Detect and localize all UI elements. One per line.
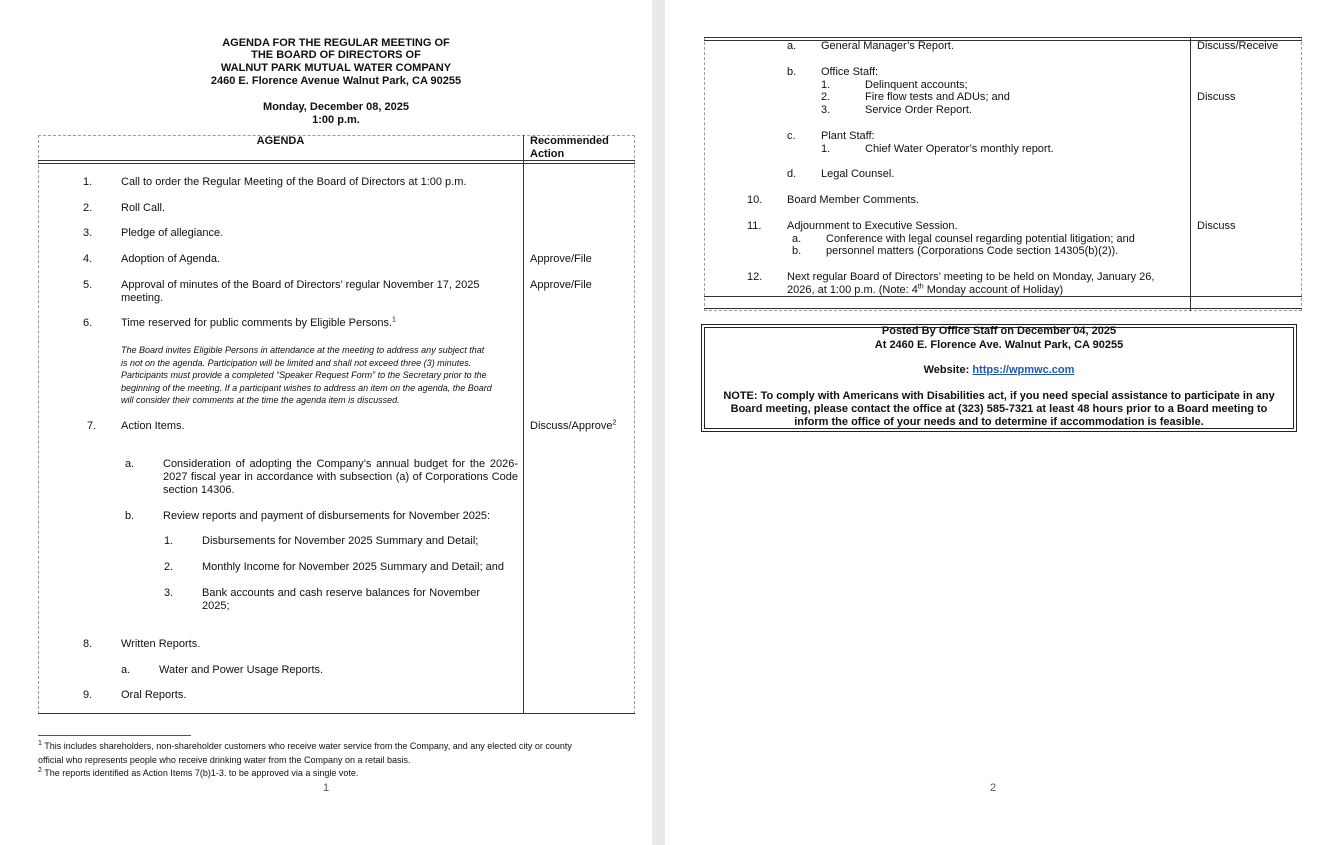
agenda-column-header: AGENDA: [256, 135, 305, 147]
sub-sub-number: 3.: [821, 104, 831, 116]
sub-sub-text: Chief Water Operator’s monthly report.: [865, 143, 1054, 155]
ada-note-line-3: inform the office of your needs and to determine if accommodation is feasible.: [794, 416, 1204, 428]
sub-sub-text: Disbursements for November 2025 Summary and Detail;: [202, 535, 479, 547]
header-address: 2460 E. Florence Avenue Walnut Park, CA 90255: [210, 75, 462, 87]
item-text: Board Member Comments.: [787, 194, 920, 206]
item-text-line-1: Approval of minutes of the Board of Directors’ regular November 17, 2025: [121, 279, 480, 291]
item-number: 12.: [747, 271, 763, 283]
sub-item-text: Plant Staff:: [821, 130, 875, 142]
sub-letter: a.: [121, 664, 131, 676]
sub-sub-text: Monthly Income for November 2025 Summary and Detail; and: [202, 561, 505, 573]
header-line-2: THE BOARD OF DIRECTORS OF: [251, 49, 421, 61]
item-number: 8.: [83, 638, 93, 650]
recommended-header-line-2: Action: [530, 148, 565, 160]
posted-line-2: At 2460 E. Florence Ave. Walnut Park, CA 90255: [874, 339, 1124, 351]
footnote-ref: 2: [612, 419, 617, 427]
item-number: 3.: [83, 227, 93, 239]
sub-letter: a.: [787, 40, 797, 52]
item-text: Pledge of allegiance.: [121, 227, 224, 239]
item-text: Call to order the Regular Meeting of the Board of Directors at 1:00 p.m.: [121, 176, 467, 188]
item-text: Time reserved for public comments by Eligible Persons.$^1$: [121, 316, 396, 329]
website-line: Website: https://wpmwc.com: [923, 364, 1075, 376]
item-number: 7.: [87, 420, 97, 432]
sub-sub-text: Service Order Report.: [865, 104, 972, 116]
sub-sub-text: Fire flow tests and ADUs; and: [865, 91, 1010, 103]
recommended-action: Discuss/Approve$^2$: [530, 419, 617, 432]
recommended-header-line-1: Recommended: [530, 135, 609, 147]
item-number: 4.: [83, 253, 93, 265]
recommended-action: Approve/File: [530, 253, 592, 265]
item-number: 1.: [83, 176, 93, 188]
item-number: 2.: [83, 202, 93, 214]
item-text: Adoption of Agenda.: [121, 253, 221, 265]
sub-item-text: Legal Counsel.: [821, 168, 895, 180]
sub-letter: c.: [787, 130, 796, 142]
sub-sub-number: 2.: [164, 561, 174, 573]
sub-letter: a.: [792, 233, 802, 245]
sub-item-text: Water and Power Usage Reports.: [159, 664, 324, 676]
sub-item-text: Review reports and payment of disbursements for November 2025:: [163, 510, 491, 522]
item-text: Action Items.: [121, 420, 185, 432]
recommended-action: Discuss/Receive: [1197, 40, 1279, 52]
ada-note-line-2: Board meeting, please contact the office at (323) 585-7321 at least 48 hours prior to a Board meeting to: [730, 403, 1268, 415]
sub-letter: a.: [125, 458, 135, 470]
sub-sub-number: 3.: [164, 587, 174, 599]
footnote-ref: 1: [392, 316, 396, 324]
sub-letter: b.: [125, 510, 135, 522]
sub-item-text: Conference with legal counsel regarding potential litigation; and: [826, 233, 1135, 245]
page-gap: [652, 0, 665, 845]
sub-item-text: Consideration of adopting the Company’s annual budget for the 2026-2027 fiscal year in accordance with subsection (a) of Corporations Code section 14306.: [163, 458, 518, 496]
website-link[interactable]: https://wpmwc.com: [972, 364, 1075, 376]
item-text-line-2: meeting.: [121, 292, 164, 304]
sub-letter: d.: [787, 168, 797, 180]
sub-sub-number: 1.: [821, 143, 831, 155]
sub-item-text: General Manager’s Report.: [821, 40, 954, 52]
sub-item-text: personnel matters (Corporations Code section 14305(b)(2)).: [826, 245, 1119, 257]
public-comment-note: The Board invites Eligible Persons in attendance at the meeting to address any subject that is not on the agenda. Participation will be limited and shall not exceed three (3) minutes. Participants must provide a completed “Speaker Request Form” to the Secretary prior to the beginning of the meeting. If a participant wishes to address an item on the agenda, the Board will consider their comments at the time the agenda item is discussed.: [121, 345, 492, 405]
item-text: Roll Call.: [121, 202, 166, 214]
item-text-line-1: Next regular Board of Directors’ meeting to be held on Monday, January 26,: [787, 271, 1155, 283]
page-number: 2: [990, 782, 997, 794]
ada-note-line-1: NOTE: To comply with Americans with Disabilities act, if you need special assistance to participate in any: [723, 390, 1275, 402]
footnote-separator: [38, 735, 191, 736]
header-line-3: WALNUT PARK MUTUAL WATER COMPANY: [220, 62, 452, 74]
item-number: 5.: [83, 279, 93, 291]
item-text-line-2: 2026, at 1:00 p.m. (Note: 4th Monday account of Holiday): [787, 283, 1064, 296]
header-line-1: AGENDA FOR THE REGULAR MEETING OF: [222, 37, 450, 49]
posted-line-1: Posted By Office Staff on December 04, 2025: [881, 325, 1117, 337]
sub-sub-number: 1.: [164, 535, 174, 547]
item-number: 11.: [747, 220, 762, 232]
sub-sub-number: 1.: [821, 79, 831, 91]
sub-sub-text: Delinquent accounts;: [865, 79, 968, 91]
meeting-time: 1:00 p.m.: [312, 114, 360, 126]
footnote-2: $^2$ The reports identified as Action Items 7(b)1-3. to be approved via a single vote.: [38, 767, 359, 778]
item-text: Adjournment to Executive Session.: [787, 220, 958, 232]
sub-sub-number: 2.: [821, 91, 831, 103]
recommended-action: Discuss: [1197, 220, 1236, 232]
sub-letter: b.: [792, 245, 802, 257]
sub-letter: b.: [787, 66, 797, 78]
page-number: 1: [323, 782, 330, 794]
footnote-1: $^1$ This includes shareholders, non-shareholder customers who receive water service from the Company, and any elected city or county official who represents people who receive drinking water from the Company on a retail basis.: [38, 740, 572, 765]
item-text: Oral Reports.: [121, 689, 187, 701]
item-number: 9.: [83, 689, 93, 701]
recommended-action: Approve/File: [530, 279, 592, 291]
sub-item-text: Office Staff:: [821, 66, 879, 78]
item-text: Written Reports.: [121, 638, 201, 650]
meeting-date: Monday, December 08, 2025: [263, 101, 409, 113]
item-number: 6.: [83, 317, 93, 329]
sub-sub-text: Bank accounts and cash reserve balances for November 2025;: [202, 587, 480, 612]
item-number: 10.: [747, 194, 763, 206]
recommended-action: Discuss: [1197, 91, 1236, 103]
